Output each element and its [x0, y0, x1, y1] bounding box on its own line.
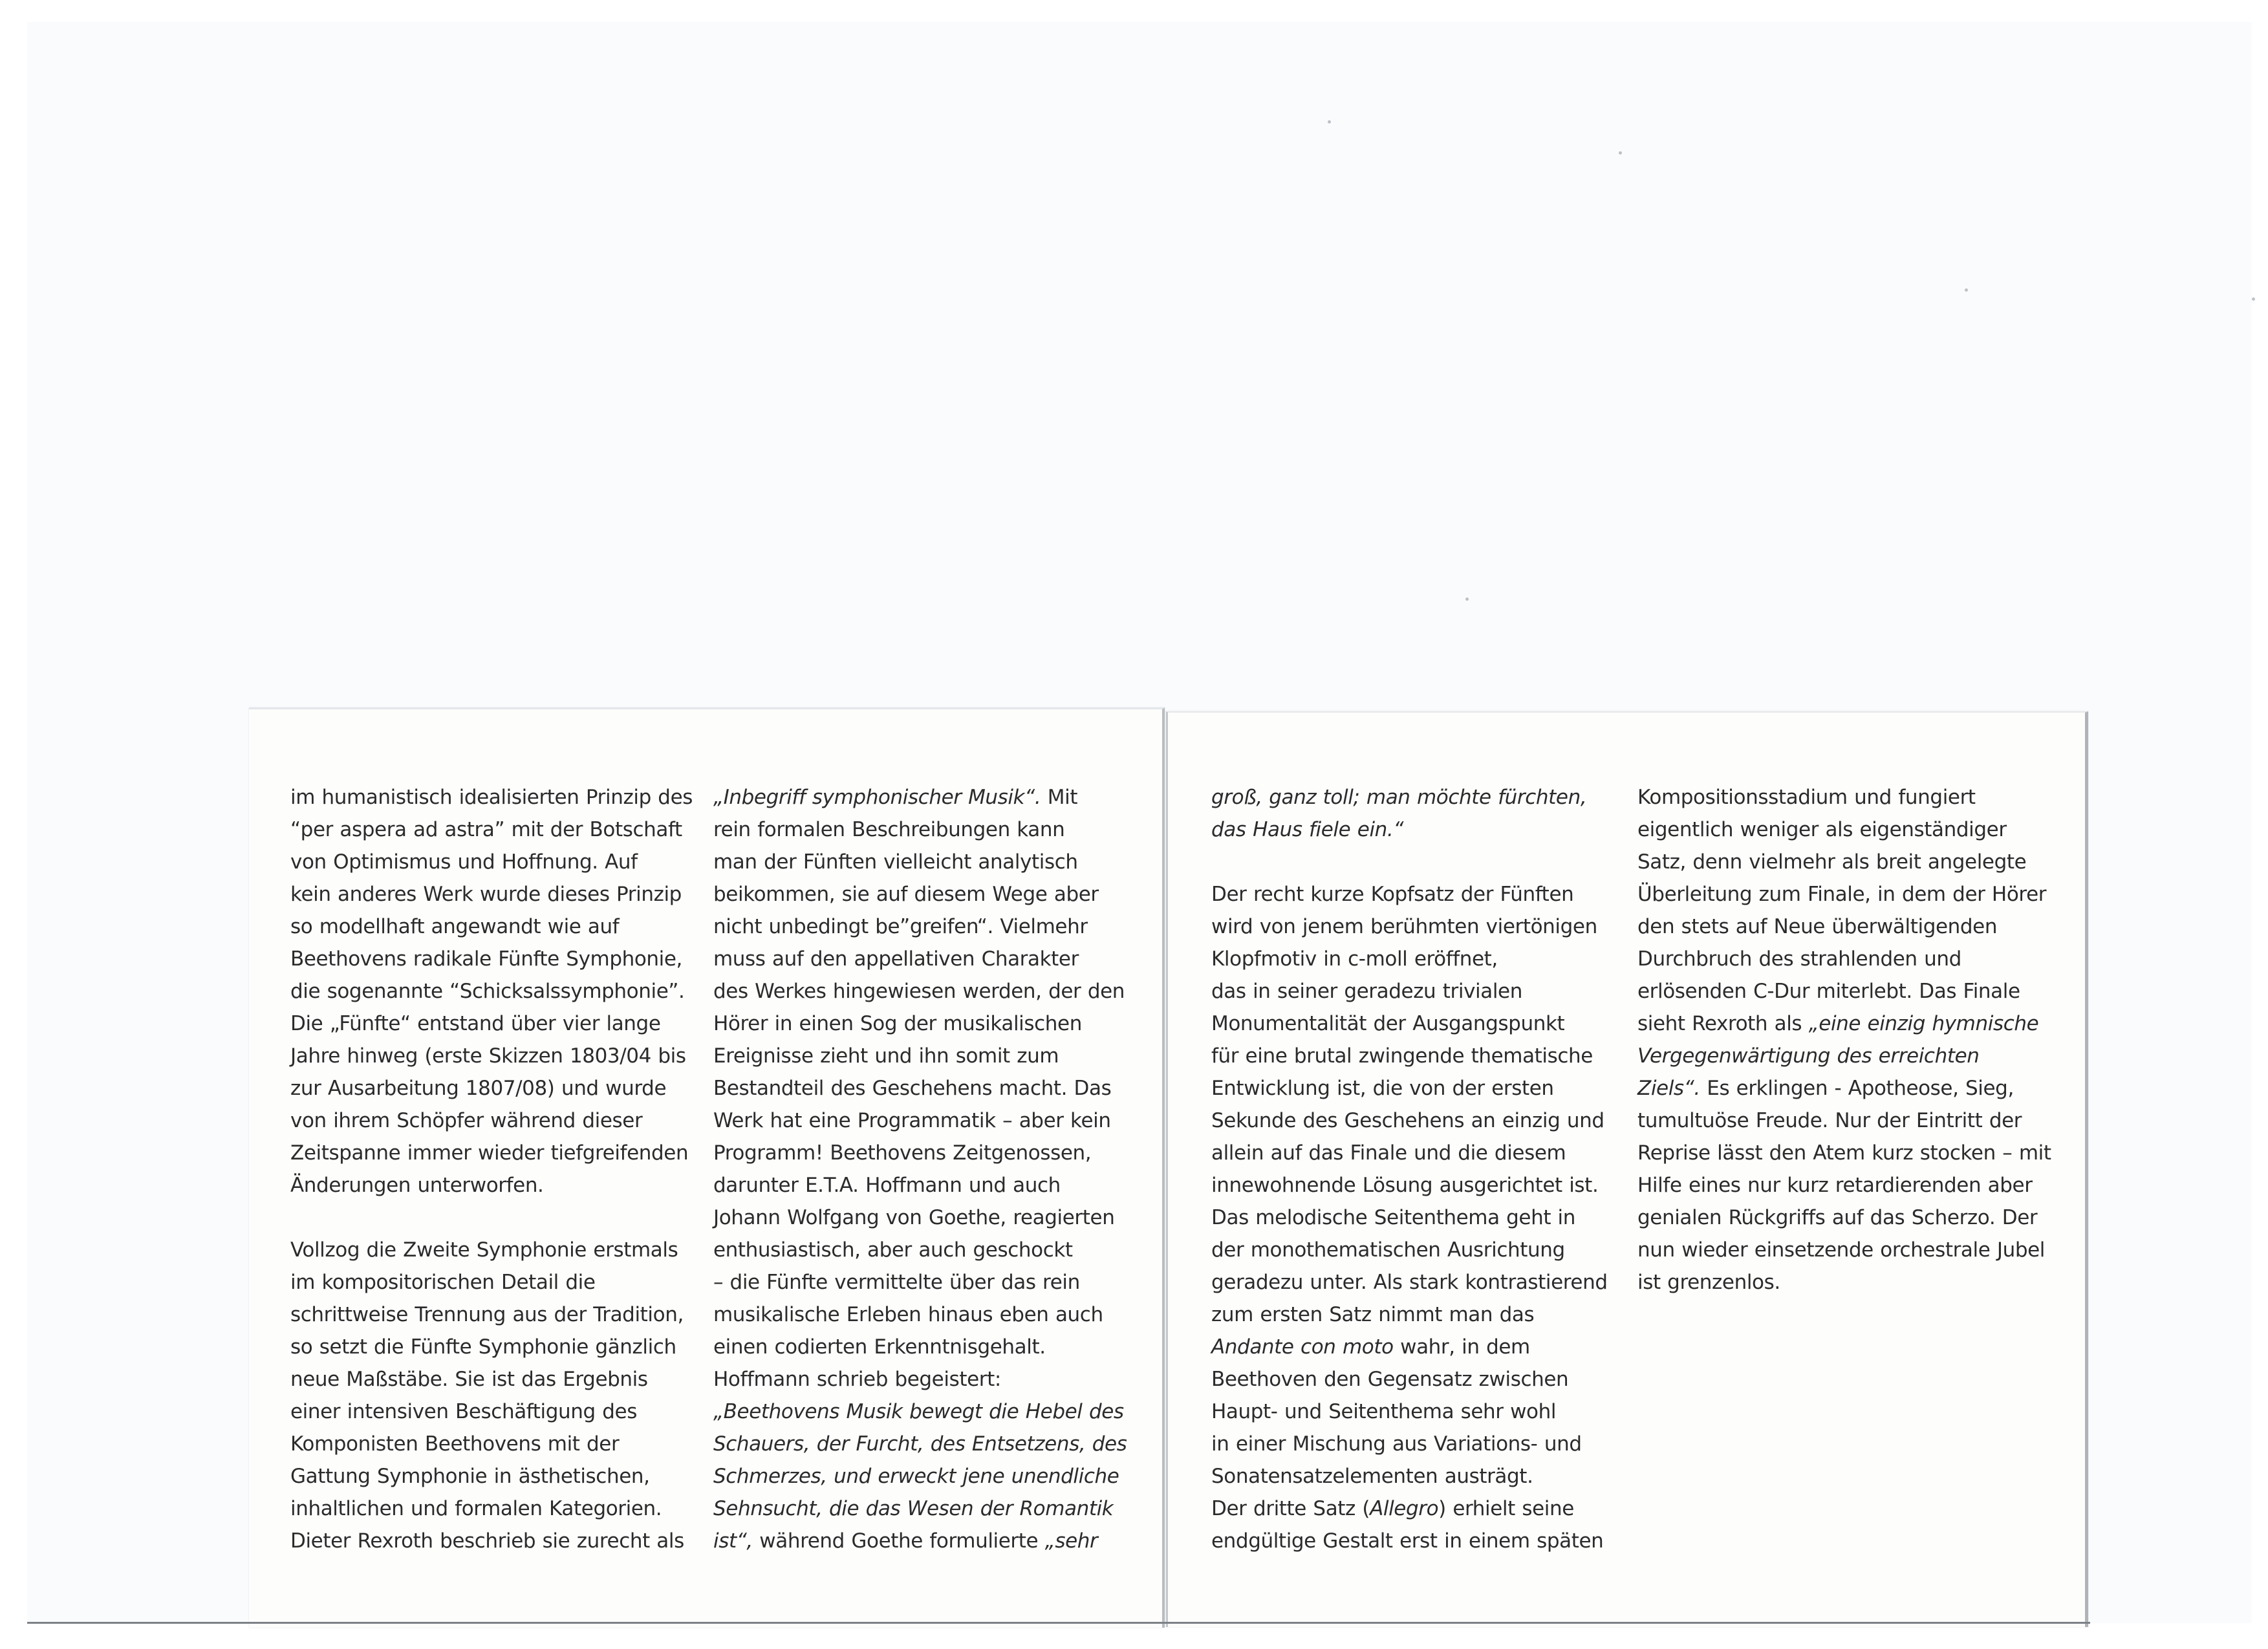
text-run: den stets auf Neue überwältigenden [1637, 915, 1998, 938]
text-run: Zeitspanne immer wieder tiefgreifenden [290, 1141, 689, 1165]
text-run: kein anderes Werk wurde dieses Prinzip [290, 883, 682, 906]
text-line [713, 1072, 1127, 1105]
scan-speck [1465, 598, 1469, 601]
text-line [290, 1493, 693, 1525]
text-run: allein auf das Finale und die diesem [1211, 1141, 1566, 1165]
text-run: zum ersten Satz nimmt man das [1211, 1303, 1535, 1326]
text-run: Werk hat eine Programmatik – aber kein [713, 1109, 1111, 1132]
text-line [713, 878, 1127, 911]
text-line [1637, 781, 2051, 814]
text-column [1211, 781, 1608, 1557]
text-line [1211, 1363, 1608, 1396]
text-line [713, 1525, 1127, 1557]
text-line [290, 1428, 693, 1460]
text-line [713, 1363, 1127, 1396]
text-run: enthusiastisch, aber auch geschockt [713, 1238, 1073, 1262]
text-line [1211, 1008, 1608, 1040]
text-run: genialen Rückgriffs auf das Scherzo. Der [1637, 1206, 2038, 1229]
text-line [1211, 1072, 1608, 1105]
text-line [1637, 1266, 2051, 1299]
text-run: im kompositorischen Detail die [290, 1271, 596, 1294]
text-line [1637, 1137, 2051, 1169]
text-run: Vollzog die Zweite Symphonie erstmals [290, 1238, 678, 1262]
text-line [1637, 1040, 2051, 1072]
text-line [1211, 1299, 1608, 1331]
text-line [713, 975, 1127, 1008]
text-line [713, 1428, 1127, 1460]
text-line [1211, 1460, 1608, 1493]
text-line [290, 1137, 693, 1169]
text-run: tumultuöse Freude. Nur der Eintritt der [1637, 1109, 2022, 1132]
text-run: neue Maßstäbe. Sie ist das Ergebnis [290, 1368, 648, 1391]
text-run: rein formalen Beschreibungen kann [713, 818, 1065, 841]
text-column [1637, 781, 2051, 1299]
text-line [713, 1202, 1127, 1234]
text-line [1211, 1266, 1608, 1299]
text-line [290, 781, 693, 814]
text-line [1211, 943, 1608, 975]
text-run: Das melodische Seitenthema geht in [1211, 1206, 1576, 1229]
text-run: wird von jenem berühmten viertönigen [1211, 915, 1597, 938]
text-run: von ihrem Schöpfer während dieser [290, 1109, 643, 1132]
text-run: Gattung Symphonie in ästhetischen, [290, 1465, 650, 1488]
text-line [1211, 1428, 1608, 1460]
text-line [1211, 878, 1608, 911]
text-run: darunter E.T.A. Hoffmann und auch [713, 1174, 1061, 1197]
scan-speck [1619, 151, 1622, 155]
text-line [713, 814, 1127, 846]
text-run: Klopfmotiv in c-moll eröffnet, [1211, 947, 1498, 971]
text-line [290, 1460, 693, 1493]
text-run: Hilfe eines nur kurz retardierenden aber [1637, 1174, 2033, 1197]
text-line [290, 1008, 693, 1040]
text-run: Mit [1041, 786, 1078, 809]
text-line [290, 814, 693, 846]
text-line [290, 1363, 693, 1396]
text-line [1211, 781, 1608, 814]
text-run: muss auf den appellativen Charakter [713, 947, 1079, 971]
text-line [290, 1396, 693, 1428]
text-run: das in seiner geradezu trivialen [1211, 980, 1522, 1003]
text-line [290, 911, 693, 943]
text-line [290, 943, 693, 975]
text-run: zur Ausarbeitung 1807/08) und wurde [290, 1077, 667, 1100]
italic-text-run: „sehr [1044, 1529, 1098, 1553]
text-line [1637, 1072, 2051, 1105]
text-run: so setzt die Fünfte Symphonie gänzlich [290, 1335, 676, 1359]
text-column [290, 781, 693, 1557]
text-line [1211, 1105, 1608, 1137]
text-line [713, 781, 1127, 814]
text-line [713, 943, 1127, 975]
text-run: Dieter Rexroth beschrieb sie zurecht als [290, 1529, 684, 1553]
booklet-bottom-edge [27, 1622, 2090, 1624]
paragraph-gap [290, 1202, 693, 1234]
text-line [713, 1460, 1127, 1493]
text-run: so modellhaft angewandt wie auf [290, 915, 620, 938]
text-run: des Werkes hingewiesen werden, der den [713, 980, 1125, 1003]
text-line [713, 1396, 1127, 1428]
scan-speck [1965, 288, 1968, 292]
text-run: während Goethe formulierte [752, 1529, 1045, 1553]
text-line [713, 1137, 1127, 1169]
text-line [1637, 1169, 2051, 1202]
text-run: Reprise lässt den Atem kurz stocken – mit [1637, 1141, 2051, 1165]
text-line [290, 1299, 693, 1331]
italic-text-run: Schmerzes, und erweckt jene unendliche [713, 1465, 1119, 1488]
text-line [290, 878, 693, 911]
text-run: Es erklingen - Apotheose, Sieg, [1700, 1077, 2014, 1100]
text-run: Johann Wolfgang von Goethe, reagierten [713, 1206, 1115, 1229]
text-line [1637, 1234, 2051, 1266]
text-run: Beethovens radikale Fünfte Symphonie, [290, 947, 683, 971]
text-run: von Optimismus und Hoffnung. Auf [290, 850, 638, 874]
text-run: man der Fünften vielleicht analytisch [713, 850, 1078, 874]
paragraph-gap [1211, 846, 1608, 878]
text-line [713, 1169, 1127, 1202]
text-line [1211, 1525, 1608, 1557]
text-run: Ereignisse zieht und ihn somit zum [713, 1044, 1059, 1068]
text-column [713, 781, 1127, 1557]
text-run: Durchbruch des strahlenden und [1637, 947, 1961, 971]
text-run: innewohnende Lösung ausgerichtet ist. [1211, 1174, 1599, 1197]
text-line [1637, 911, 2051, 943]
text-run: endgültige Gestalt erst in einem späten [1211, 1529, 1604, 1553]
text-run: Überleitung zum Finale, in dem der Hörer [1637, 883, 2047, 906]
italic-text-run: „eine einzig hymnische [1808, 1012, 2039, 1035]
text-run: einer intensiven Beschäftigung des [290, 1400, 637, 1423]
text-run: Bestandteil des Geschehens macht. Das [713, 1077, 1112, 1100]
text-line [1637, 878, 2051, 911]
text-line [1637, 1202, 2051, 1234]
text-line [1211, 1137, 1608, 1169]
italic-text-run: „Inbegriff symphonischer Musik“. [713, 786, 1041, 809]
text-line [290, 1072, 693, 1105]
text-run: ) erhielt seine [1438, 1497, 1574, 1520]
text-run: Änderungen unterworfen. [290, 1174, 544, 1197]
text-line [290, 1331, 693, 1363]
text-line [1211, 1169, 1608, 1202]
text-line [1637, 814, 2051, 846]
text-line [713, 1331, 1127, 1363]
text-run: im humanistisch idealisierten Prinzip des [290, 786, 693, 809]
text-run: Beethoven den Gegensatz zwischen [1211, 1368, 1569, 1391]
text-line [713, 1493, 1127, 1525]
text-run: eigentlich weniger als eigenständiger [1637, 818, 2007, 841]
italic-text-run: Sehnsucht, die das Wesen der Romantik [713, 1497, 1114, 1520]
text-run: Komponisten Beethovens mit der [290, 1432, 620, 1456]
text-run: “per aspera ad astra” mit der Botschaft [290, 818, 682, 841]
text-run: geradezu unter. Als stark kontrastierend [1211, 1271, 1608, 1294]
text-line [1211, 1040, 1608, 1072]
text-run: die sogenannte “Schicksalssymphonie”. [290, 980, 685, 1003]
italic-text-run: ist“, [713, 1529, 753, 1553]
text-run: sieht Rexroth als [1637, 1012, 1809, 1035]
text-run: wahr, in dem [1393, 1335, 1530, 1359]
text-line [713, 1105, 1127, 1137]
text-run: Die „Fünfte“ entstand über vier lange [290, 1012, 661, 1035]
text-run: für eine brutal zwingende thematische [1211, 1044, 1593, 1068]
scan-speck [1328, 120, 1331, 124]
text-run: Hoffmann schrieb begeistert: [713, 1368, 1001, 1391]
text-line [713, 1008, 1127, 1040]
text-line [713, 1266, 1127, 1299]
text-line [713, 911, 1127, 943]
text-line [290, 1525, 693, 1557]
text-run: einen codierten Erkenntnisgehalt. [713, 1335, 1046, 1359]
text-line [1211, 814, 1608, 846]
text-line [290, 846, 693, 878]
text-run: Sonatensatzelementen austrägt. [1211, 1465, 1533, 1488]
italic-text-run: Andante con moto [1211, 1335, 1394, 1359]
text-run: schrittweise Trennung aus der Tradition, [290, 1303, 684, 1326]
text-line [1637, 1008, 2051, 1040]
text-line [290, 1266, 693, 1299]
text-line [1211, 1331, 1608, 1363]
text-run: erlösenden C-Dur miterlebt. Das Finale [1637, 980, 2020, 1003]
text-run: Der dritte Satz ( [1211, 1497, 1370, 1520]
text-line [1211, 1202, 1608, 1234]
italic-text-run: groß, ganz toll; man möchte fürchten, [1211, 786, 1587, 809]
text-run: Hörer in einen Sog der musikalischen [713, 1012, 1082, 1035]
text-line [713, 1234, 1127, 1266]
text-line [1637, 975, 2051, 1008]
text-line [290, 1169, 693, 1202]
italic-text-run: Vergegenwärtigung des erreichten [1637, 1044, 1980, 1068]
text-line [290, 1234, 693, 1266]
text-line [1211, 1396, 1608, 1428]
text-run: Satz, denn vielmehr als breit angelegte [1637, 850, 2027, 874]
text-run: Haupt- und Seitenthema sehr wohl [1211, 1400, 1557, 1423]
text-run: Programm! Beethovens Zeitgenossen, [713, 1141, 1092, 1165]
italic-text-run: Schauers, der Furcht, des Entsetzens, des [713, 1432, 1127, 1456]
text-line [1637, 846, 2051, 878]
scan-speck [2252, 297, 2255, 301]
text-line [1211, 975, 1608, 1008]
italic-text-run: „Beethovens Musik bewegt die Hebel des [713, 1400, 1124, 1423]
italic-text-run: Ziels“. [1637, 1077, 1700, 1100]
text-line [713, 846, 1127, 878]
italic-text-run: das Haus fiele ein.“ [1211, 818, 1404, 841]
text-run: nicht unbedingt be”greifen“. Vielmehr [713, 915, 1088, 938]
text-run: musikalische Erleben hinaus eben auch [713, 1303, 1103, 1326]
text-run: Kompositionsstadium und fungiert [1637, 786, 1976, 809]
text-line [290, 1040, 693, 1072]
text-line [1637, 943, 2051, 975]
text-run: nun wieder einsetzende orchestrale Jubel [1637, 1238, 2046, 1262]
text-run: Jahre hinweg (erste Skizzen 1803/04 bis [290, 1044, 686, 1068]
text-run: der monothematischen Ausrichtung [1211, 1238, 1565, 1262]
text-line [1211, 1234, 1608, 1266]
text-run: – die Fünfte vermittelte über das rein [713, 1271, 1080, 1294]
text-line [1637, 1105, 2051, 1137]
italic-text-run: Allegro [1370, 1497, 1439, 1520]
text-run: ist grenzenlos. [1637, 1271, 1780, 1294]
text-run: Monumentalität der Ausgangspunkt [1211, 1012, 1565, 1035]
text-run: Sekunde des Geschehens an einzig und [1211, 1109, 1604, 1132]
text-run: beikommen, sie auf diesem Wege aber [713, 883, 1099, 906]
text-line [1211, 911, 1608, 943]
text-run: in einer Mischung aus Variations- und [1211, 1432, 1582, 1456]
text-line [1211, 1493, 1608, 1525]
text-line [713, 1299, 1127, 1331]
text-line [713, 1040, 1127, 1072]
text-run: Entwicklung ist, die von der ersten [1211, 1077, 1554, 1100]
text-run: Der recht kurze Kopfsatz der Fünften [1211, 883, 1574, 906]
text-line [290, 1105, 693, 1137]
text-run: inhaltlichen und formalen Kategorien. [290, 1497, 662, 1520]
text-line [290, 975, 693, 1008]
